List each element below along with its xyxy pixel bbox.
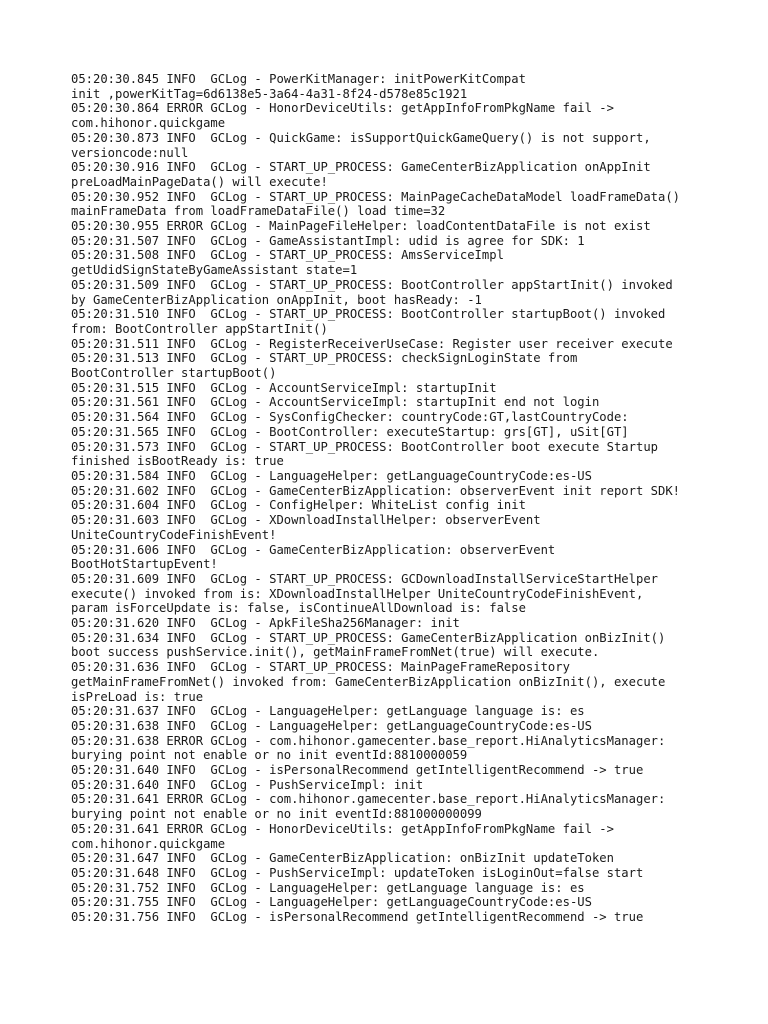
log-line: 05:20:31.508 INFO GCLog - START_UP_PROCESS: AmsServiceImpl [71,248,504,263]
log-line: 05:20:31.647 INFO GCLog - GameCenterBizApplication: onBizInit updateToken [71,851,614,866]
log-line: 05:20:31.507 INFO GCLog - GameAssistantImpl: udid is agree for SDK: 1 [71,233,585,248]
log-line: 05:20:30.873 INFO GCLog - QuickGame: isSupportQuickGameQuery() is not support, [71,130,651,145]
log-line: burying point not enable or no init eventId:881000000099 [71,807,482,822]
log-line: 05:20:31.638 ERROR GCLog - com.hihonor.gamecenter.base_report.HiAnalyticsManager: [71,733,666,748]
log-line: BootController startupBoot() [71,366,277,381]
log-line: 05:20:31.641 ERROR GCLog - HonorDeviceUtils: getAppInfoFromPkgName fail -> [71,821,614,836]
log-line: 05:20:31.513 INFO GCLog - START_UP_PROCESS: checkSignLoginState from [71,351,578,366]
log-line: 05:20:30.864 ERROR GCLog - HonorDeviceUtils: getAppInfoFromPkgName fail -> [71,101,614,116]
log-line: 05:20:31.603 INFO GCLog - XDownloadInstallHelper: observerEvent [71,513,541,528]
log-line: 05:20:30.952 INFO GCLog - START_UP_PROCESS: MainPageCacheDataModel loadFrameData() [71,189,681,204]
log-line: param isForceUpdate is: false, isContinueAllDownload is: false [71,601,526,616]
log-line: versioncode:null [71,145,189,160]
log-line: 05:20:31.511 INFO GCLog - RegisterReceiverUseCase: Register user receiver execute [71,336,673,351]
log-line: 05:20:31.561 INFO GCLog - AccountServiceImpl: startupInit end not login [71,395,600,410]
log-line: 05:20:31.640 INFO GCLog - isPersonalRecommend getIntelligentRecommend -> true [71,763,644,778]
log-line: com.hihonor.quickgame [71,836,226,851]
log-line: init ,powerKitTag=6d6138e5-3a64-4a31-8f24-d578e85c1921 [71,86,468,101]
log-line: 05:20:31.604 INFO GCLog - ConfigHelper: WhiteList config init [71,498,526,513]
log-line: by GameCenterBizApplication onAppInit, boot hasReady: -1 [71,292,482,307]
log-line: 05:20:31.641 ERROR GCLog - com.hihonor.gamecenter.base_report.HiAnalyticsManager: [71,792,666,807]
log-line: 05:20:31.648 INFO GCLog - PushServiceImpl: updateToken isLoginOut=false start [71,865,644,880]
log-line: 05:20:31.573 INFO GCLog - START_UP_PROCESS: BootController boot execute Startup [71,439,658,454]
log-line: mainFrameData from loadFrameDataFile() load time=32 [71,204,446,219]
log-line: 05:20:31.640 INFO GCLog - PushServiceImpl: init [71,777,424,792]
log-line: 05:20:31.634 INFO GCLog - START_UP_PROCESS: GameCenterBizApplication onBizInit() [71,630,666,645]
log-line: 05:20:31.509 INFO GCLog - START_UP_PROCESS: BootController appStartInit() invoked [71,277,673,292]
log-line: 05:20:30.955 ERROR GCLog - MainPageFileHelper: loadContentDataFile is not exist [71,219,651,234]
log-line: from: BootController appStartInit() [71,321,328,336]
log-line: finished isBootReady is: true [71,454,284,469]
log-line: 05:20:31.638 INFO GCLog - LanguageHelper: getLanguageCountryCode:es-US [71,718,592,733]
log-line: isPreLoad is: true [71,689,204,704]
log-line: 05:20:31.636 INFO GCLog - START_UP_PROCESS: MainPageFrameRepository [71,660,570,675]
log-line: 05:20:31.565 INFO GCLog - BootController: executeStartup: grs[GT], uSit[GT] [71,424,629,439]
log-line: boot success pushService.init(), getMainFrameFromNet(true) will execute. [71,645,600,660]
log-line: BootHotStartupEvent! [71,557,218,572]
log-line: 05:20:31.515 INFO GCLog - AccountServiceImpl: startupInit [71,380,497,395]
log-line: 05:20:31.620 INFO GCLog - ApkFileSha256Manager: init [71,616,460,631]
log-line: burying point not enable or no init eventId:8810000059 [71,748,468,763]
log-document [71,72,731,925]
log-line: preLoadMainPageData() will execute! [71,174,328,189]
log-line: getUdidSignStateByGameAssistant state=1 [71,263,358,278]
log-line: 05:20:30.845 INFO GCLog - PowerKitManager: initPowerKitCompat [71,72,526,86]
log-line: 05:20:31.609 INFO GCLog - START_UP_PROCESS: GCDownloadInstallServiceStartHelper [71,571,658,586]
log-line: execute() invoked from is: XDownloadInstallHelper UniteCountryCodeFinishEvent, [71,586,644,601]
log-line: 05:20:30.916 INFO GCLog - START_UP_PROCESS: GameCenterBizApplication onAppInit [71,160,651,175]
log-line: 05:20:31.564 INFO GCLog - SysConfigChecker: countryCode:GT,lastCountryCode: [71,410,629,425]
log-line: 05:20:31.756 INFO GCLog - isPersonalRecommend getIntelligentRecommend -> true [71,910,644,925]
log-line: 05:20:31.510 INFO GCLog - START_UP_PROCESS: BootController startupBoot() invoked [71,307,666,322]
log-line: getMainFrameFromNet() invoked from: GameCenterBizApplication onBizInit(), execute [71,674,666,689]
log-line: com.hihonor.quickgame [71,116,226,131]
log-line: 05:20:31.637 INFO GCLog - LanguageHelper: getLanguage language is: es [71,704,585,719]
log-line: UniteCountryCodeFinishEvent! [71,527,277,542]
log-line: 05:20:31.584 INFO GCLog - LanguageHelper: getLanguageCountryCode:es-US [71,468,592,483]
log-line: 05:20:31.602 INFO GCLog - GameCenterBizApplication: observerEvent init report SDK! [71,483,681,498]
log-line: 05:20:31.752 INFO GCLog - LanguageHelper: getLanguage language is: es [71,880,585,895]
log-line: 05:20:31.606 INFO GCLog - GameCenterBizApplication: observerEvent [71,542,556,557]
log-line: 05:20:31.755 INFO GCLog - LanguageHelper: getLanguageCountryCode:es-US [71,895,592,910]
